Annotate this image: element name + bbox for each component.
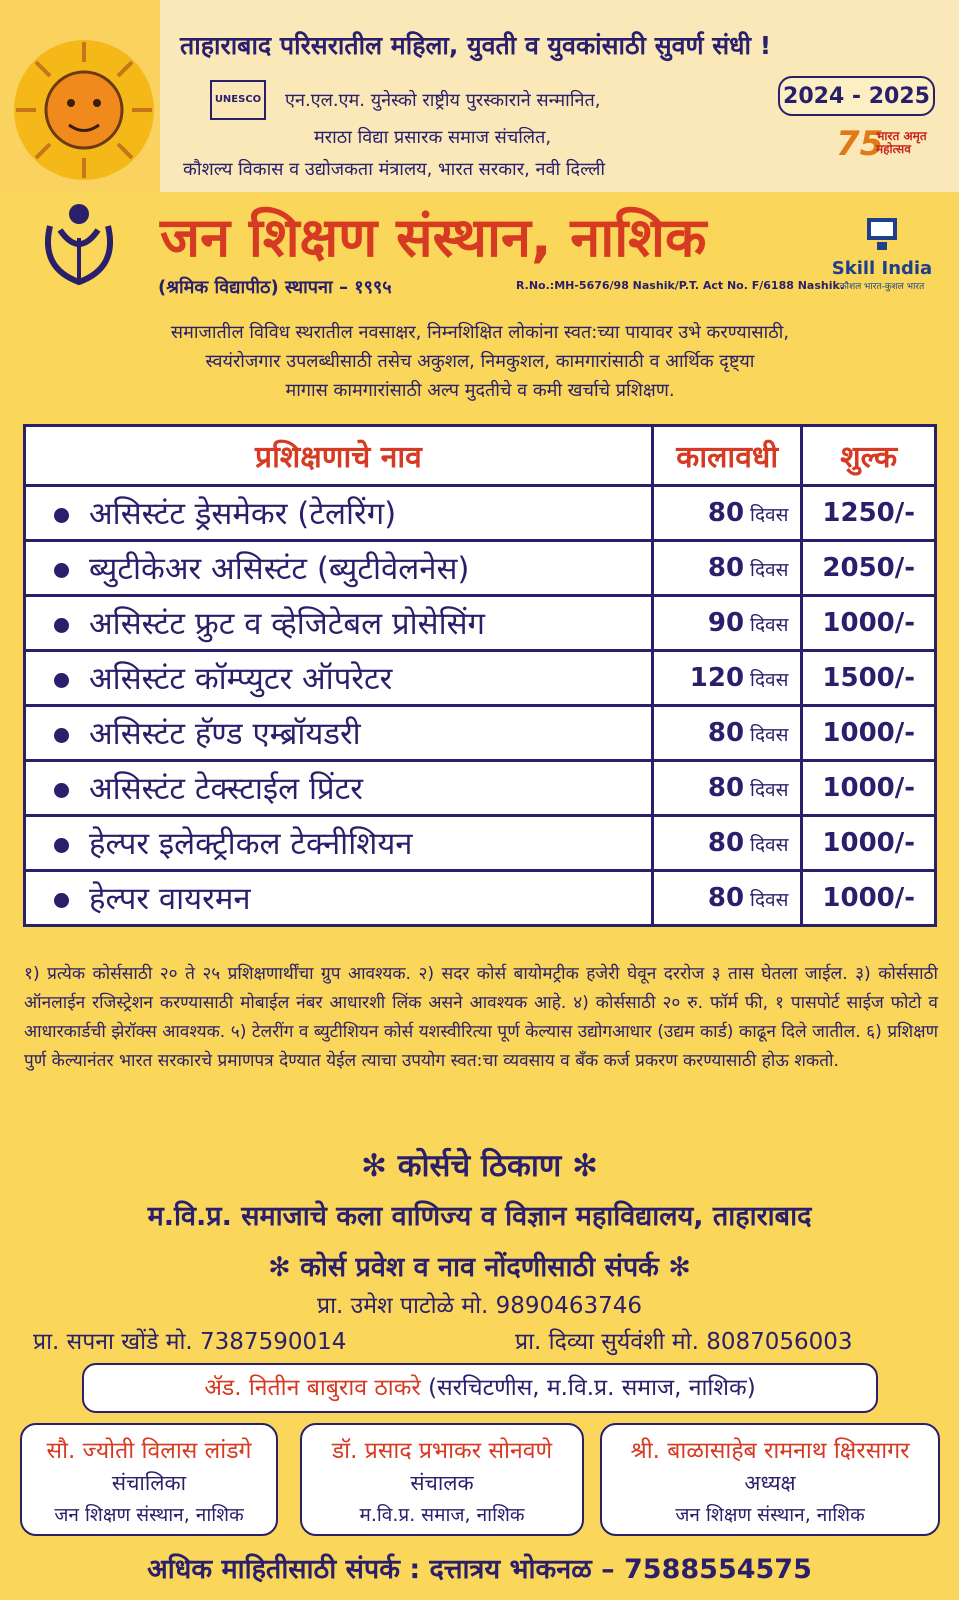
course-fee: 2050/- [802, 541, 936, 596]
course-name: असिस्टंट फ्रुट व व्हेजिटेबल प्रोसेसिंग [89, 606, 486, 642]
skill-india-tag: कौशल भारत-कुशल भारत [839, 282, 925, 292]
days-unit: दिवस [750, 889, 789, 911]
venue-heading: ✻ कोर्सचे ठिकाण ✻ [360, 1148, 599, 1184]
headline: ताहाराबाद परिसरातील महिला, युवती व युवकांसाठी सुवर्ण संधी ! [180, 31, 772, 60]
venue-text: म.वि.प्र. समाजाचे कला वाणिज्य व विज्ञान महाविद्यालय, ताहाराबाद [147, 1201, 812, 1232]
course-notes: १) प्रत्येक कोर्ससाठी २० ते २५ प्रशिक्षणार्थींचा ग्रुप आवश्यक. २) सदर कोर्स बायोमट्रीक हजेरी घेवून दररोज ३ तास घेतला जाईल. ३) कोर्ससाठी ऑनलाईन रजिस्ट्रेशन करण्यासाठी मोबाईल नंबर आधारशी लिंक असने आवश्यक आहे. ४) कोर्ससाठी २० रु. फॉर्म फी, १ पासपोर्ट साईज फोटो व आधारकार्डची झेरॉक्स आवश्यक. ५) टेलरींग व ब्युटीशियन कोर्स यशस्वीरित्या पूर्ण केल्यास उद्योगआधार (उद्यम कार्ड) काढून दिले जातील. ६) प्रशिक्षण पुर्ण केल्यानंतर भारत सरकारचे प्रमाणपत्र देण्यात येईल त्याचा उपयोग स्वत:चा व्यवसाय व बँक कर्ज प्रकरण करण्यासाठी होऊ शकतो. [24, 964, 938, 1071]
course-name: असिस्टंट हॅण्ड एम्ब्रॉयडरी [89, 716, 361, 752]
skill-india-icon [865, 214, 899, 254]
course-name: हेल्पर इलेक्ट्रीकल टेक्नीशियन [89, 826, 413, 862]
course-fee: 1000/- [802, 871, 936, 926]
official-org: म.वि.प्र. समाज, नाशिक [359, 1504, 525, 1526]
official-name: सौ. ज्योती विलास लांडगे [46, 1438, 252, 1464]
footer-contact: अधिक माहितीसाठी संपर्क : दत्तात्रय भोकनळ – 7588554575 [147, 1554, 812, 1585]
days-unit: दिवस [750, 614, 789, 636]
course-days: 80 [707, 883, 745, 913]
header-line-3: कौशल्य विकास व उद्योजकता मंत्रालय, भारत सरकार, नवी दिल्ली [183, 159, 606, 180]
contact-heading: ✻ कोर्स प्रवेश व नाव नोंदणीसाठी संपर्क ✻ [268, 1252, 691, 1283]
course-fee: 1500/- [802, 651, 936, 706]
bullet-icon [54, 783, 69, 798]
courses-table [23, 424, 937, 927]
patron-name: ॲड. नितीन बाबुराव ठाकरे [204, 1375, 421, 1401]
days-unit: दिवस [750, 724, 789, 746]
intro-line: मागास कामगारांसाठी अल्प मुदतीचे व कमी खर्चाचे प्रशिक्षण. [285, 380, 675, 401]
days-unit: दिवस [750, 779, 789, 801]
table-row [25, 871, 936, 926]
official-name: श्री. बाळासाहेब रामनाथ क्षिरसागर [630, 1438, 910, 1464]
course-days: 90 [707, 608, 745, 638]
table-row [25, 596, 936, 651]
header-line-2: मराठा विद्या प्रसारक समाज संचलित, [314, 127, 552, 148]
official-name: डॉ. प्रसाद प्रभाकर सोनवणे [331, 1438, 553, 1464]
amrit-text: भारत अमृत महोत्सव [876, 129, 927, 156]
course-days: 80 [707, 498, 745, 528]
course-fee: 1000/- [802, 596, 936, 651]
contact-1: प्रा. उमेश पाटोळे मो. 9890463746 [316, 1293, 642, 1319]
course-fee: 1000/- [802, 816, 936, 871]
table-row [25, 761, 936, 816]
course-name: असिस्टंट कॉम्प्युटर ऑपरेटर [89, 661, 393, 697]
days-unit: दिवस [750, 504, 789, 526]
jss-logo-icon [20, 198, 138, 302]
official-role: अध्यक्ष [744, 1471, 796, 1495]
intro-line: स्वयंरोजगार उपलब्धीसाठी तसेच अकुशल, निमकुशल, कामगारांसाठी व आर्थिक दृष्ट्या [205, 351, 755, 372]
course-days: 120 [689, 663, 745, 693]
bullet-icon [54, 563, 69, 578]
year-badge: 2024 - 2025 [778, 76, 935, 116]
course-fee: 1000/- [802, 706, 936, 761]
contact-2: प्रा. सपना खोंडे मो. 7387590014 [33, 1329, 347, 1355]
bullet-icon [54, 728, 69, 743]
course-name: हेल्पर वायरमन [89, 881, 251, 917]
days-unit: दिवस [750, 834, 789, 856]
registration-number: R.No.:MH-5676/98 Nashik/P.T. Act No. F/6188 Nashik. [516, 279, 844, 292]
patron-role: (सरचिटणीस, म.वि.प्र. समाज, नाशिक) [428, 1375, 756, 1401]
official-card [20, 1423, 278, 1536]
course-name: असिस्टंट ड्रेसमेकर (टेलरिंग) [89, 496, 397, 532]
days-unit: दिवस [750, 669, 789, 691]
skill-india-logo [826, 214, 938, 304]
bullet-icon [54, 893, 69, 908]
table-header-row [25, 426, 936, 486]
header-duration: कालावधी [652, 426, 802, 486]
course-name: असिस्टंट टेक्स्टाईल प्रिंटर [89, 771, 363, 807]
bullet-icon [54, 838, 69, 853]
bullet-icon [54, 618, 69, 633]
intro-text [20, 318, 940, 405]
official-role: संचालक [410, 1471, 474, 1495]
table-row [25, 486, 936, 541]
org-title: जन शिक्षण संस्थान, नाशिक [160, 206, 707, 269]
course-fee: 1250/- [802, 486, 936, 541]
bullet-icon [54, 673, 69, 688]
course-days: 80 [707, 828, 745, 858]
amrit-mahotsav-logo [836, 124, 934, 188]
header-course-name: प्रशिक्षणाचे नाव [25, 426, 653, 486]
org-subtitle: (श्रमिक विद्यापीठ) स्थापना – १९९५ [158, 277, 392, 298]
contact-3: प्रा. दिव्या सुर्यवंशी मो. 8087056003 [515, 1329, 853, 1355]
table-row [25, 651, 936, 706]
course-fee: 1000/- [802, 761, 936, 816]
course-days: 80 [707, 718, 745, 748]
amrit-number: 75 [836, 124, 884, 164]
official-role: संचालिका [111, 1471, 187, 1495]
header-fee: शुल्क [802, 426, 936, 486]
course-days: 80 [707, 773, 745, 803]
bullet-icon [54, 508, 69, 523]
official-card [600, 1423, 940, 1536]
intro-line: समाजातील विविध स्थरातील नवसाक्षर, निम्नशिक्षित लोकांना स्वत:च्या पायावर उभे करण्यासाठी, [170, 322, 790, 343]
table-row [25, 541, 936, 596]
unesco-logo: UNESCO [210, 80, 266, 120]
official-org: जन शिक्षण संस्थान, नाशिक [54, 1504, 244, 1526]
official-org: जन शिक्षण संस्थान, नाशिक [675, 1504, 865, 1526]
patron-box [82, 1363, 878, 1413]
course-days: 80 [707, 553, 745, 583]
sun-emblem-icon [14, 40, 154, 180]
skill-india-name: Skill India [831, 258, 933, 279]
days-unit: दिवस [750, 559, 789, 581]
course-name: ब्युटीकेअर असिस्टंट (ब्युटीवेलनेस) [89, 551, 470, 587]
table-row [25, 816, 936, 871]
header-line-1: एन.एल.एम. युनेस्को राष्ट्रीय पुरस्काराने सन्मानित, [285, 90, 601, 111]
official-card [300, 1423, 584, 1536]
table-row [25, 706, 936, 761]
